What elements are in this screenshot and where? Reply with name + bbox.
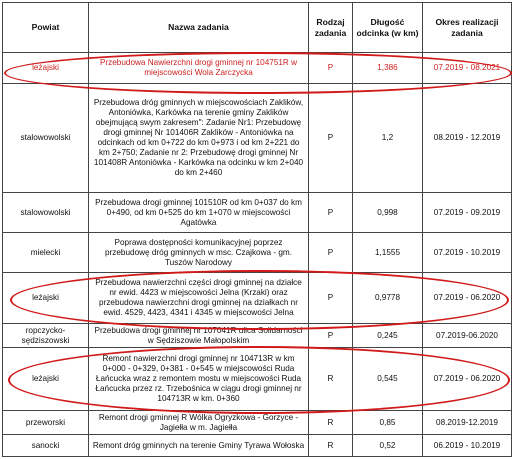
table-row <box>3 53 512 84</box>
header-rodzaj: Rodzaj zadania <box>309 3 353 53</box>
cell-rodzaj: P <box>309 324 353 348</box>
cell-powiat: leżajski <box>3 53 89 84</box>
cell-powiat: ropczycko-sędziszowski <box>3 324 89 348</box>
cell-okres: 06.2019 - 10.2019 <box>423 435 512 457</box>
cell-nazwa: Przebudowa drogi gminnej 101510R od km 0+037 do km 0+490, od km 0+525 do km 1+070 w miejscowości Agatówka <box>89 193 309 233</box>
cell-powiat: stalowowolski <box>3 193 89 233</box>
cell-rodzaj: P <box>309 53 353 84</box>
table-row <box>3 273 512 324</box>
cell-okres: 08.2019 - 12.2019 <box>423 84 512 193</box>
cell-dlugosc: 1,2 <box>353 84 423 193</box>
cell-dlugosc: 1,1555 <box>353 233 423 273</box>
cell-okres: 07.2019 - 06.2020 <box>423 348 512 411</box>
cell-dlugosc: 0,545 <box>353 348 423 411</box>
cell-rodzaj: P <box>309 84 353 193</box>
cell-okres: 07.2019 - 06.2020 <box>423 273 512 324</box>
table-row <box>3 233 512 273</box>
cell-rodzaj: R <box>309 435 353 457</box>
cell-nazwa: Przebudowa drogi gminnej nr 107041R ulica Solidarności w Sędziszowie Małopolskim <box>89 324 309 348</box>
table-row <box>3 411 512 435</box>
header-nazwa: Nazwa zadania <box>89 3 309 53</box>
cell-nazwa: Przebudowa Nawierzchni drogi gminnej nr 104751R w miejscowości Wola Zarczycka <box>89 53 309 84</box>
cell-rodzaj: P <box>309 273 353 324</box>
cell-okres: 07.2019 - 08.2021 <box>423 53 512 84</box>
table-row <box>3 193 512 233</box>
cell-dlugosc: 0,52 <box>353 435 423 457</box>
road-projects-table <box>2 2 512 457</box>
cell-powiat: leżajski <box>3 348 89 411</box>
header-okres: Okres realizacji zadania <box>423 3 512 53</box>
table-row <box>3 435 512 457</box>
header-dlugosc: Długość odcinka (w km) <box>353 3 423 53</box>
cell-okres: 07.2019 - 10.2019 <box>423 233 512 273</box>
cell-rodzaj: R <box>309 411 353 435</box>
cell-powiat: leżajski <box>3 273 89 324</box>
cell-powiat: przeworski <box>3 411 89 435</box>
cell-nazwa: Remont drogi gminnej R Wólka Ogryzkowa - Gorzyce - Jagiełła w m. Jagiełła <box>89 411 309 435</box>
cell-rodzaj: P <box>309 193 353 233</box>
cell-powiat: stalowowolski <box>3 84 89 193</box>
cell-dlugosc: 0,9778 <box>353 273 423 324</box>
cell-nazwa: Remont dróg gminnych na terenie Gminy Tyrawa Wołoska <box>89 435 309 457</box>
cell-rodzaj: P <box>309 233 353 273</box>
cell-dlugosc: 0,85 <box>353 411 423 435</box>
header-powiat: Powiat <box>3 3 89 53</box>
cell-nazwa: Poprawa dostępności komunikacyjnej poprzez przebudowę dróg gminnych w msc. Czajkowa - gm. Tuszów Narodowy <box>89 233 309 273</box>
table-row <box>3 84 512 193</box>
cell-powiat: sanocki <box>3 435 89 457</box>
table-header-row <box>3 3 512 53</box>
cell-nazwa: Przebudowa nawierzchni części drogi gminnej na działce nr ewid. 4423 w miejscowości Jelna (Krzaki) oraz przebudowa nawierzchni drogi gminnej na działkach nr ewid. 4529, 4423, 4341 i 4345 w miejscowości Jelna <box>89 273 309 324</box>
cell-okres: 07.2019-06.2020 <box>423 324 512 348</box>
cell-nazwa: Remont nawierzchni drogi gminnej nr 104713R w km 0+000 - 0+329, 0+381 - 0+545 w miejscowości Ruda Łańcucka wraz z remontem mostu w miejscowości Ruda Łańcucka przez rz. Trzebośnica w ciągu drogi gminnej nr 104713R w km. 0+360 <box>89 348 309 411</box>
cell-rodzaj: R <box>309 348 353 411</box>
cell-nazwa: Przebudowa dróg gminnych w miejscowościach Zaklików, Antoniówka, Karkówka na terenie gminy Zaklików obejmującą swym zakresem": Zadanie Nr1: Przebudowę drogi gminnej Nr 101406R Zaklików - Antoniówka na odcinkach od km 0+722 do km 0+973 i od km 2+221 do km 2+750; Zadanie nr 2: Przebudowę drogi gminnej Nr 101408R Antoniówka - Karkówka na odcinku w km 2+040 do km 2+460 <box>89 84 309 193</box>
table-row <box>3 324 512 348</box>
cell-dlugosc: 0,245 <box>353 324 423 348</box>
cell-powiat: mielecki <box>3 233 89 273</box>
cell-okres: 07.2019 - 09.2019 <box>423 193 512 233</box>
cell-dlugosc: 1,386 <box>353 53 423 84</box>
cell-okres: 08.2019-12.2019 <box>423 411 512 435</box>
cell-dlugosc: 0,998 <box>353 193 423 233</box>
table-row <box>3 348 512 411</box>
